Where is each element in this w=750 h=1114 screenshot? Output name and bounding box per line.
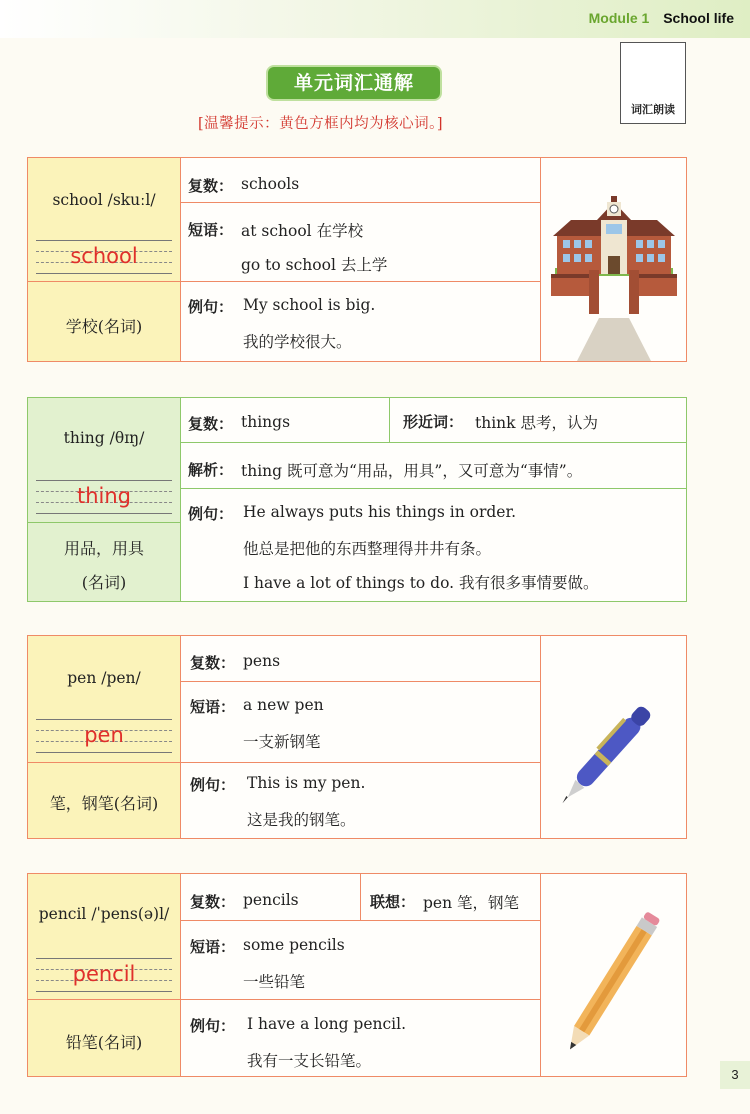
school-building-icon (540, 158, 687, 361)
word-meaning: 学校(名词) (65, 317, 143, 336)
headword: school /skuːl/ (52, 191, 156, 209)
phrase-1: at school 在学校 (241, 222, 364, 240)
page-number: 3 (720, 1061, 750, 1089)
analysis-value: thing 既可意为“用品，用具”，又可意为“事情”。 (241, 462, 583, 480)
example-zh: 我的学校很大。 (243, 333, 352, 351)
headword-panel (28, 874, 181, 1076)
writing-lines (36, 958, 172, 992)
tip-text: [温馨提示：黄色方框内均为核心词。] (198, 116, 444, 132)
word-meaning-2: (名词) (81, 573, 127, 592)
phrase-2: go to school 去上学 (241, 256, 388, 274)
pencil-icon (540, 874, 687, 1076)
example-en: My school is big. (243, 296, 376, 314)
handwritten-word: pen (84, 723, 124, 747)
phrase-1: some pencils (243, 936, 345, 954)
module-title: School life (663, 10, 734, 26)
headword-panel (28, 398, 181, 601)
fountain-pen-icon (540, 636, 687, 838)
vocab-card-pen (27, 635, 687, 839)
example-label: 例句： (190, 776, 236, 794)
word-meaning-1: 用品，用具 (63, 539, 144, 558)
vocab-card-thing (27, 397, 687, 602)
vocab-card-school (27, 157, 687, 362)
writing-lines (36, 480, 172, 514)
writing-lines (36, 240, 172, 274)
phrase-2: 一支新钢笔 (243, 733, 321, 751)
similar-value: think 思考，认为 (475, 414, 598, 432)
example-label: 例句： (188, 298, 234, 316)
vocab-reading-label: 词汇朗读 (631, 103, 675, 116)
plural-label: 复数： (188, 415, 234, 433)
plural-value: pencils (243, 891, 299, 909)
plural-value: things (241, 413, 291, 431)
headword: pen /pen/ (67, 669, 141, 687)
module-number: Module 1 (588, 10, 650, 26)
headword: pencil /ˈpens(ə)l/ (38, 905, 170, 923)
example-en: This is my pen. (247, 774, 366, 792)
writing-lines (36, 719, 172, 753)
association-label: 联想： (370, 893, 416, 911)
plural-value: pens (243, 652, 281, 670)
example-2: I have a lot of things to do. 我有很多事情要做。 (243, 574, 599, 592)
headword: thing /θɪŋ/ (63, 429, 145, 447)
word-meaning: 铅笔(名词) (65, 1033, 143, 1052)
plural-label: 复数： (190, 893, 236, 911)
handwritten-word: thing (76, 484, 132, 508)
example-zh-1: 他总是把他的东西整理得井井有条。 (243, 540, 492, 558)
word-meaning: 笔，钢笔(名词) (49, 794, 159, 813)
plural-value: schools (241, 175, 300, 193)
phrase-label: 短语： (190, 938, 236, 956)
example-zh: 这是我的钢笔。 (247, 811, 356, 829)
headword-panel (28, 158, 181, 361)
example-label: 例句： (190, 1017, 236, 1035)
section-title: 单元词汇通解 (268, 67, 440, 99)
example-zh: 我有一支长铅笔。 (247, 1052, 372, 1070)
module-header (589, 10, 734, 26)
plural-label: 复数： (188, 177, 234, 195)
example-label: 例句： (188, 505, 234, 523)
vocab-card-pencil (27, 873, 687, 1077)
phrase-2: 一些铅笔 (243, 973, 306, 991)
example-en: I have a long pencil. (247, 1015, 407, 1033)
phrase-label: 短语： (190, 698, 236, 716)
vocab-reading-box[interactable] (620, 42, 686, 124)
handwritten-word: pencil (72, 962, 136, 986)
phrase-label: 短语： (188, 221, 234, 239)
headword-panel (28, 636, 181, 838)
analysis-label: 解析： (188, 461, 234, 479)
plural-label: 复数： (190, 654, 236, 672)
example-en-1: He always puts his things in order. (243, 503, 517, 521)
association-value: pen 笔，钢笔 (423, 894, 520, 912)
similar-label: 形近词： (403, 413, 464, 431)
phrase-1: a new pen (243, 696, 324, 714)
handwritten-word: school (70, 244, 138, 268)
